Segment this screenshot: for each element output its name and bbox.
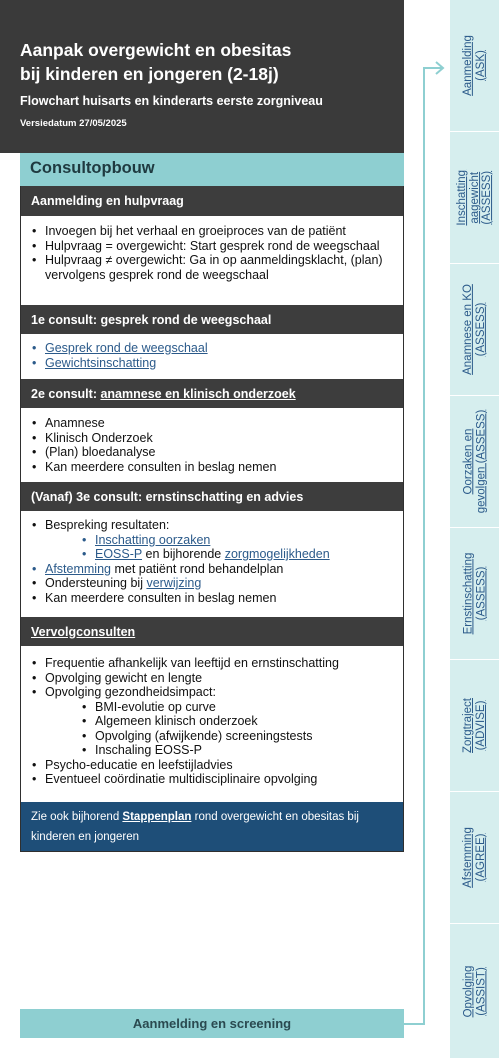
zorgmogelijkheden-link[interactable]: zorgmogelijkheden — [224, 547, 330, 561]
flow-line — [404, 68, 442, 1024]
section-consult2 — [20, 379, 404, 482]
list-item: • Klinisch Onderzoek — [31, 431, 393, 446]
section-consult1 — [20, 305, 404, 379]
sidetab-inschatting[interactable]: Inschatting aagewicht (ASSESS) — [450, 132, 499, 264]
section-followup-body — [21, 646, 403, 802]
list-item: • (Plan) bloedanalyse — [31, 445, 393, 460]
sidetab-opvolging[interactable]: Opvolging (ASSIST) — [450, 924, 499, 1058]
list-item: • Opvolging gewicht en lengte — [31, 671, 393, 686]
list-item: • Hulpvraag = overgewicht: Start gesprek rond de weegschaal — [31, 239, 393, 254]
list-item: • Hulpvraag ≠ overgewicht: Ga in op aanmeldingsklacht, (plan) vervolgens gesprek rond de weegschaal — [31, 253, 393, 282]
section-consult3-header: (Vanaf) 3e consult: ernstinschatting en advies — [21, 482, 403, 511]
section-consult2-header — [21, 379, 403, 408]
eoss-p-link[interactable]: EOSS-P — [95, 547, 143, 561]
section-followup-header — [21, 617, 403, 646]
sub-list-item: • BMI-evolutie op curve — [81, 700, 393, 715]
list-item: • Kan meerdere consulten in beslag nemen — [31, 591, 393, 606]
sidetab-aanmelding[interactable]: Aanmelding (ASK) — [450, 0, 499, 132]
verwijzing-link[interactable]: verwijzing — [146, 576, 202, 590]
sub-list-item — [81, 533, 393, 548]
sidetab-afstemming[interactable]: Afstemming (AGREE) — [450, 792, 499, 924]
section-intake-header: Aanmelding en hulpvraag — [21, 186, 403, 216]
sidetab-zorgtraject[interactable]: Zorgtraject (ADVISE) — [450, 660, 499, 792]
section-consult3-body — [21, 511, 403, 617]
section-followup — [20, 617, 404, 802]
list-item: • Kan meerdere consulten in beslag nemen — [31, 460, 393, 475]
list-item: • Frequentie afhankelijk van leeftijd en ernstinschatting — [31, 656, 393, 671]
list-item: • Eventueel coördinatie multidisciplinaire opvolging — [31, 772, 393, 787]
sub-list-item: • Inschaling EOSS-P — [81, 743, 393, 758]
inschatting-oorzaken-link[interactable]: Inschatting oorzaken — [95, 532, 211, 547]
weegschaal-link[interactable]: Gesprek rond de weegschaal — [45, 341, 208, 355]
afstemming-link[interactable]: Afstemming — [45, 561, 111, 576]
section-intake — [20, 186, 404, 305]
list-item: • Psycho-educatie en leefstijladvies — [31, 758, 393, 773]
sidetab-oorzaken[interactable]: Oorzaken en gevolgen (ASSESS) — [450, 396, 499, 528]
aanmelding-screening-bar[interactable]: Aanmelding en screening — [20, 1009, 404, 1038]
section-consult2-prefix: 2e consult: — [31, 386, 101, 401]
section-consult3 — [20, 482, 404, 617]
sidetab-ernstinschatting[interactable]: Ernstinschatting (ASSESS) — [450, 528, 499, 660]
vervolgconsulten-link[interactable]: Vervolgconsulten — [31, 624, 136, 639]
document-subtitle: Flowchart huisarts en kinderarts eerste zorgniveau — [20, 94, 323, 108]
list-item: • Opvolging gezondheidsimpact: • BMI-evolutie op curve • Algemeen klinisch onderzoek • Opvolging (afwijkende) screeningstests • Inschaling EOSS-P — [31, 685, 393, 758]
list-item: • Invoegen bij het verhaal en groeiproces van de patiënt — [31, 224, 393, 239]
gewichtsinschatting-link[interactable]: Gewichtsinschatting — [45, 355, 157, 370]
sub-list-item: • Algemeen klinisch onderzoek — [81, 714, 393, 729]
stappenplan-note: Zie ook bijhorend Stappenplan rond overgewicht en obesitas bij kinderen en jongeren — [20, 802, 404, 852]
arrow-head-icon — [436, 62, 443, 74]
list-item — [31, 341, 393, 356]
list-item: • Ondersteuning bij verwijzing — [31, 576, 393, 591]
stappenplan-link[interactable]: Stappenplan — [122, 811, 192, 823]
section-consult2-body — [21, 408, 403, 482]
version-date: Versiedatum 27/05/2025 — [20, 118, 127, 129]
sidetab-anamnese[interactable]: Anamnese en KO (ASSESS) — [450, 264, 499, 396]
list-item: • Afstemming met patiënt rond behandelplan — [31, 562, 393, 577]
section-consult1-header: 1e consult: gesprek rond de weegschaal — [21, 305, 403, 334]
list-item — [31, 356, 393, 371]
document-title: Aanpak overgewicht en obesitas bij kinderen en jongeren (2-18j) — [20, 40, 292, 84]
header-panel — [0, 0, 404, 153]
section-intake-body — [21, 216, 403, 305]
consult-title: Consultopbouw — [20, 153, 404, 186]
sub-list-item: • EOSS-P en bijhorende zorgmogelijkheden — [81, 547, 393, 562]
section-consult1-body — [21, 334, 403, 379]
list-item: • Anamnese — [31, 416, 393, 431]
list-item: • Bespreking resultaten: • Inschatting oorzaken • EOSS-P en bijhorende zorgmogelijkheden — [31, 518, 393, 562]
sub-list-item: • Opvolging (afwijkende) screeningstests — [81, 729, 393, 744]
anamnese-link[interactable]: anamnese en klinisch onderzoek — [100, 386, 296, 401]
